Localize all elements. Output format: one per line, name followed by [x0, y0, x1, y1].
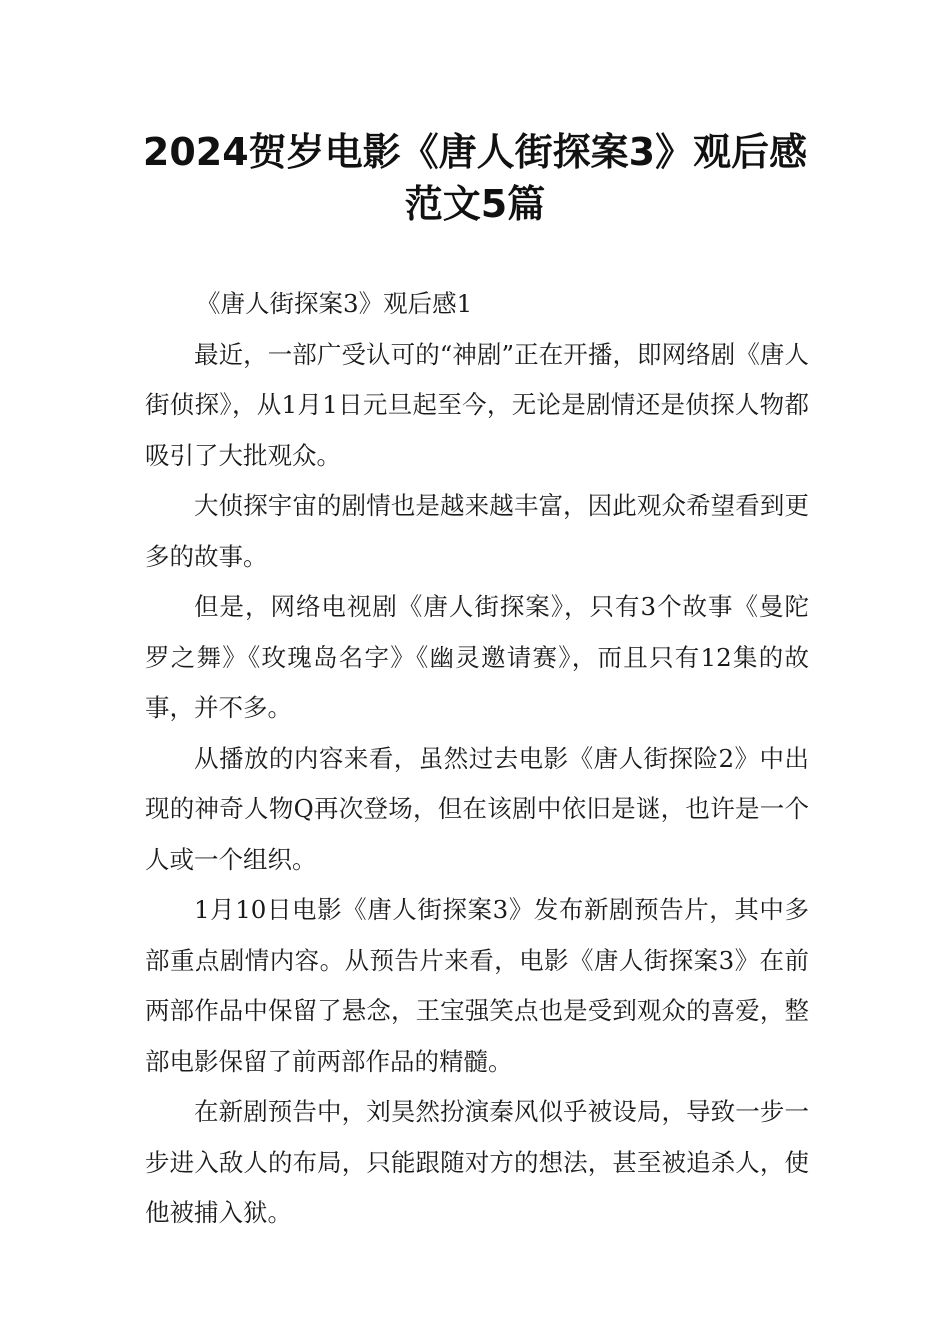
paragraph: 从播放的内容来看，虽然过去电影《唐人街探险2》中出现的神奇人物Q再次登场，但在该剧中依旧是谜，也许是一个人或一个组织。 [145, 743, 809, 874]
document-title-line-2: 范文5篇 [404, 182, 546, 226]
paragraph: 大侦探宇宙的剧情也是越来越丰富，因此观众希望看到更多的故事。 [145, 491, 809, 571]
paragraph: 1月10日电影《唐人街探案3》发布新剧预告片，其中多部重点剧情内容。从预告片来看，电影《唐人街探案3》在前两部作品中保留了悬念，王宝强笑点也是受到观众的喜爱，整部电影保留了前两部作品的精髓。 [145, 895, 809, 1076]
document-body [145, 279, 809, 1239]
paragraph: 在新剧预告中，刘昊然扮演秦风似乎被设局，导致一步一步进入敌人的布局，只能跟随对方的想法，甚至被追杀人，使他被捕入狱。 [145, 1097, 809, 1227]
paragraph: 最近，一部广受认可的“神剧”正在开播，即网络剧《唐人街侦探》，从1月1日元旦起至今，无论是剧情还是侦探人物都吸引了大批观众。 [145, 339, 809, 470]
paragraph: 但是，网络电视剧《唐人街探案》，只有3个故事《曼陀罗之舞》《玫瑰岛名字》《幽灵邀请赛》，而且只有12集的故事，并不多。 [145, 592, 809, 722]
document-title-line-1: 2024贺岁电影《唐人街探案3》观后感 [142, 130, 808, 174]
section-heading: 《唐人街探案3》观后感1 [196, 289, 473, 318]
